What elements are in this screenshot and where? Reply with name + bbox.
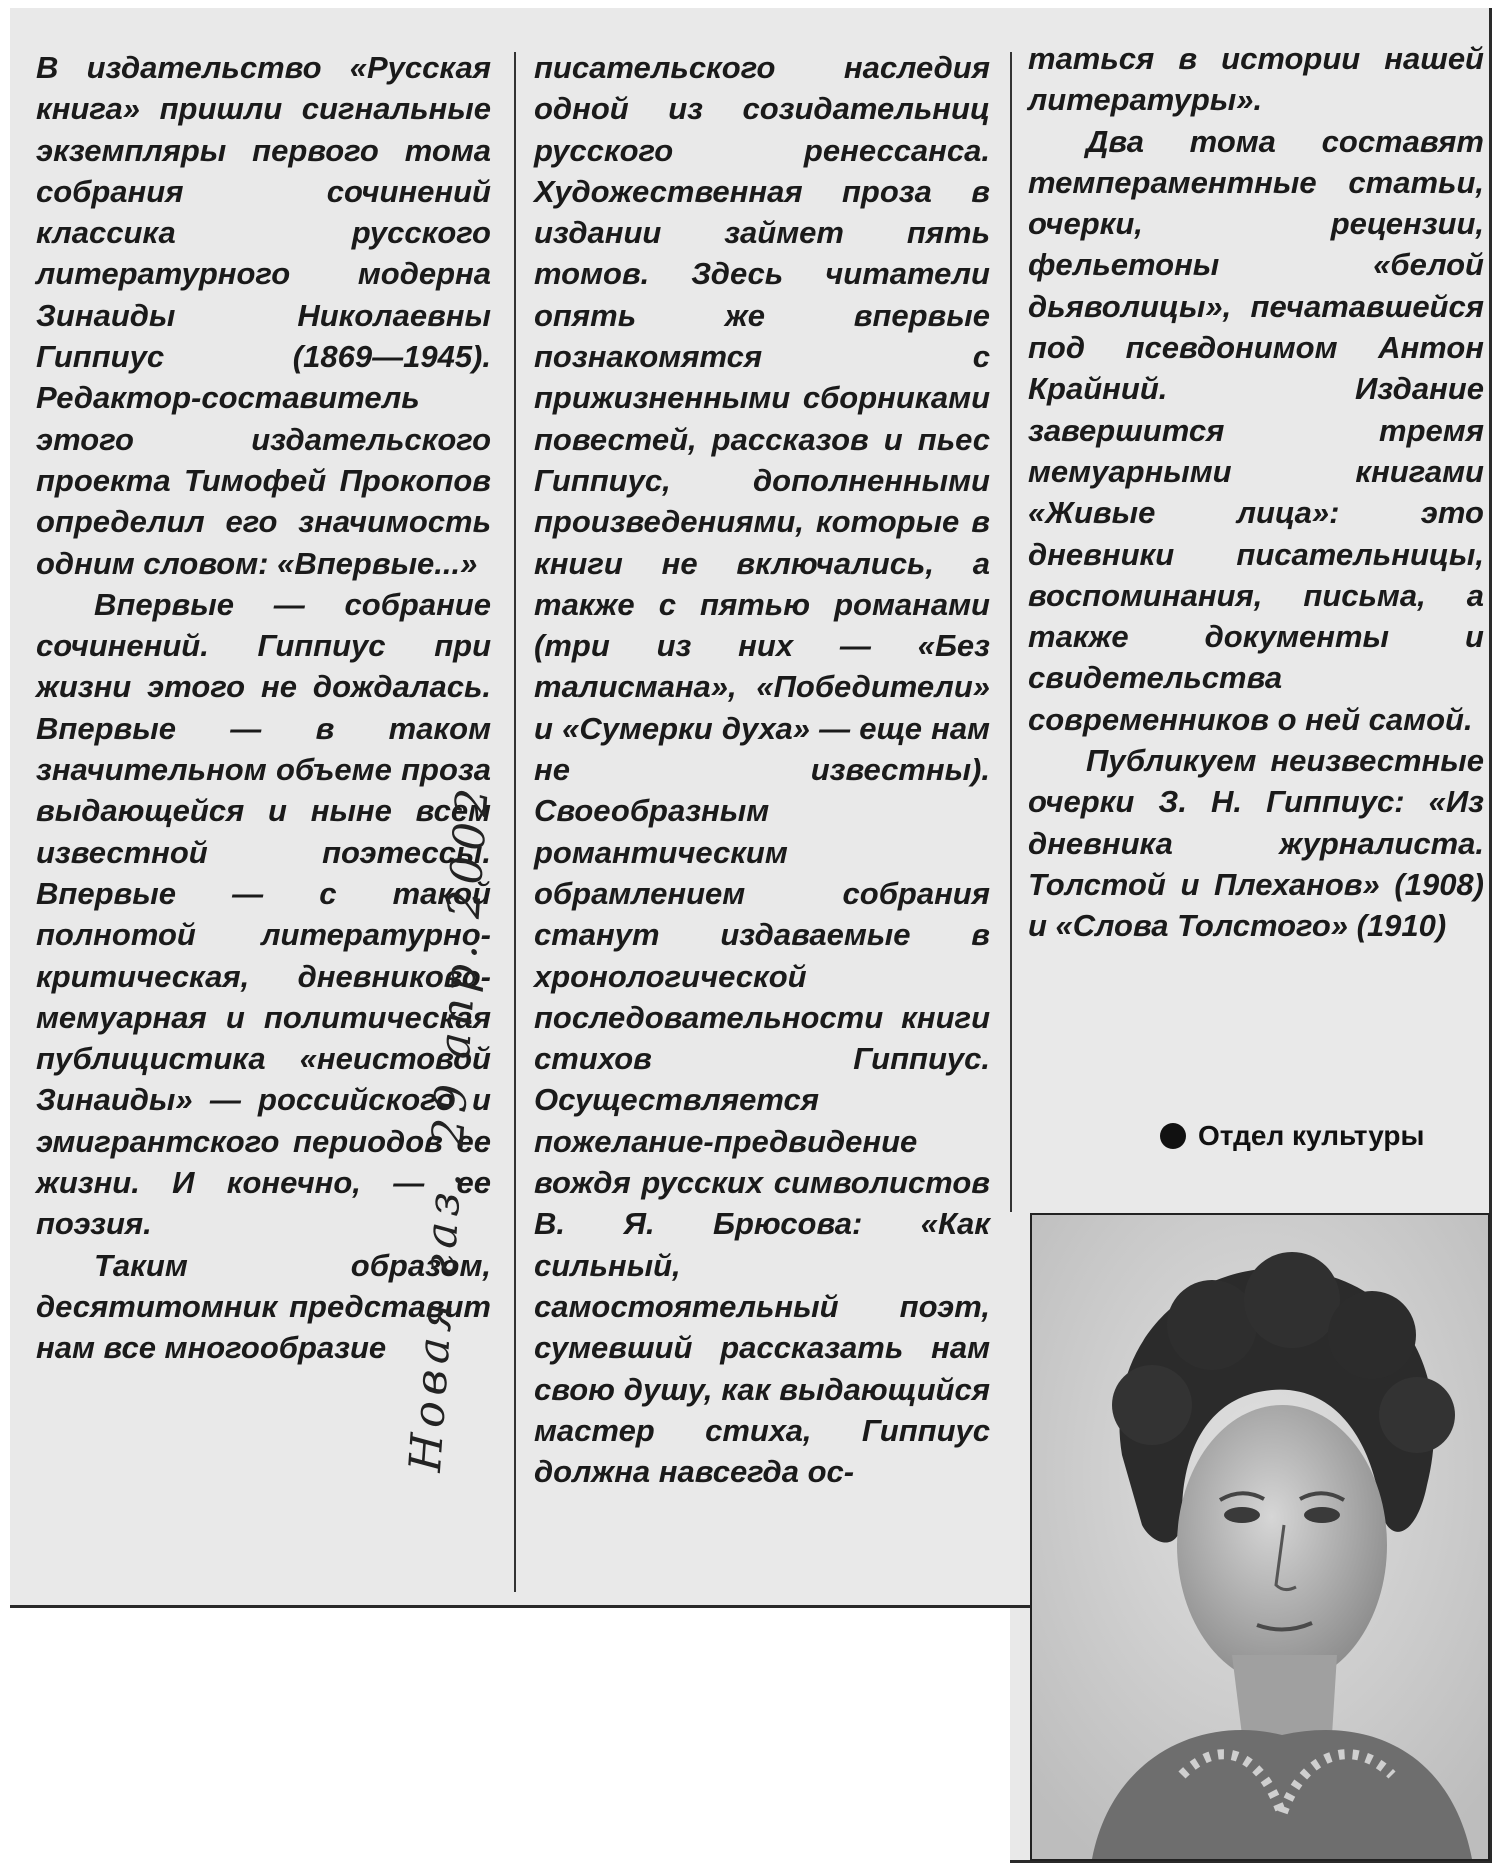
portrait-photo [1030, 1213, 1490, 1861]
paragraph-5: таться в истории нашей литературы». [1028, 41, 1484, 118]
paragraph-7: Публикуем неизвестные очерки З. Н. Гиппиус: «Из дневника журналиста. Толстой и Плеханов» (1908) и «Слова Толстого» (1910) [1028, 743, 1484, 944]
author-signature [1160, 1120, 1424, 1152]
column-divider-2 [1010, 52, 1012, 1212]
paragraph-4: писательского наследия одной из созидательниц русского ренессанса. Художественная проза в издании займет пять томов. Здесь читатели опять же впервые познакомятся с прижизненными сборниками повестей, рассказов и пьес Гиппиус, дополненными произведениями, которые в книги не включались, а также с пятью романами (три из них — «Без талисмана», «Победители» и «Сумерки духа» — еще нам не известны). Своеобразным романтическим обрамлением собрания станут издаваемые в хронологической последовательности книги стихов Гиппиус. Осуществляется пожелание-предвидение вождя русских символистов В. Я. Брюсова: «Как сильный, самостоятельный поэт, сумевший рассказать нам свою душу, как выдающийся мастер стиха, Гиппиус должна навсегда ос- [534, 50, 990, 1490]
handwritten-date-note: Новая газ. 29 апр. 2002 [400, 780, 500, 1474]
article-column-3 [1028, 38, 1484, 947]
paragraph-1: В издательство «Русская книга» пришли сигнальные экземпляры первого тома собрания сочинений классика русского литературного модерна Зинаиды Николаевны Гиппиус (1869—1945). Редактор-составитель этого издательского проекта Тимофей Прокопов определил его значимость одним словом: «Впервые...» [36, 50, 491, 581]
portrait-image [1032, 1215, 1488, 1859]
column-divider-1 [514, 52, 516, 1592]
paragraph-3: Таким образом, десятитомник представит нам все многообразие [36, 1247, 491, 1366]
article-column-2 [534, 47, 990, 1492]
bullet-icon [1160, 1123, 1186, 1149]
signature-text: Отдел культуры [1198, 1120, 1425, 1151]
paragraph-2: Впервые — собрание сочинений. Гиппиус при жизни этого не дождалась. Впервые — в таком значительном объеме проза выдающейся и ныне всем известной поэтессы. Впервые — с такой полнотой литературно-критическая, дневниково-мемуарная и политическая публицистика «неистовой Зинаиды» — российского и эмигрантского периодов ее жизни. И конечно, — ее поэзия. [36, 586, 491, 1242]
paragraph-6: Два тома составят темпераментные статьи, очерки, рецензии, фельетоны «белой дьяволицы», печатавшейся под псевдонимом Антон Крайний. Издание завершится тремя мемуарными книгами «Живые лица»: это дневники писательницы, воспоминания, письма, а также документы и свидетельства современников о ней самой. [1028, 123, 1484, 737]
